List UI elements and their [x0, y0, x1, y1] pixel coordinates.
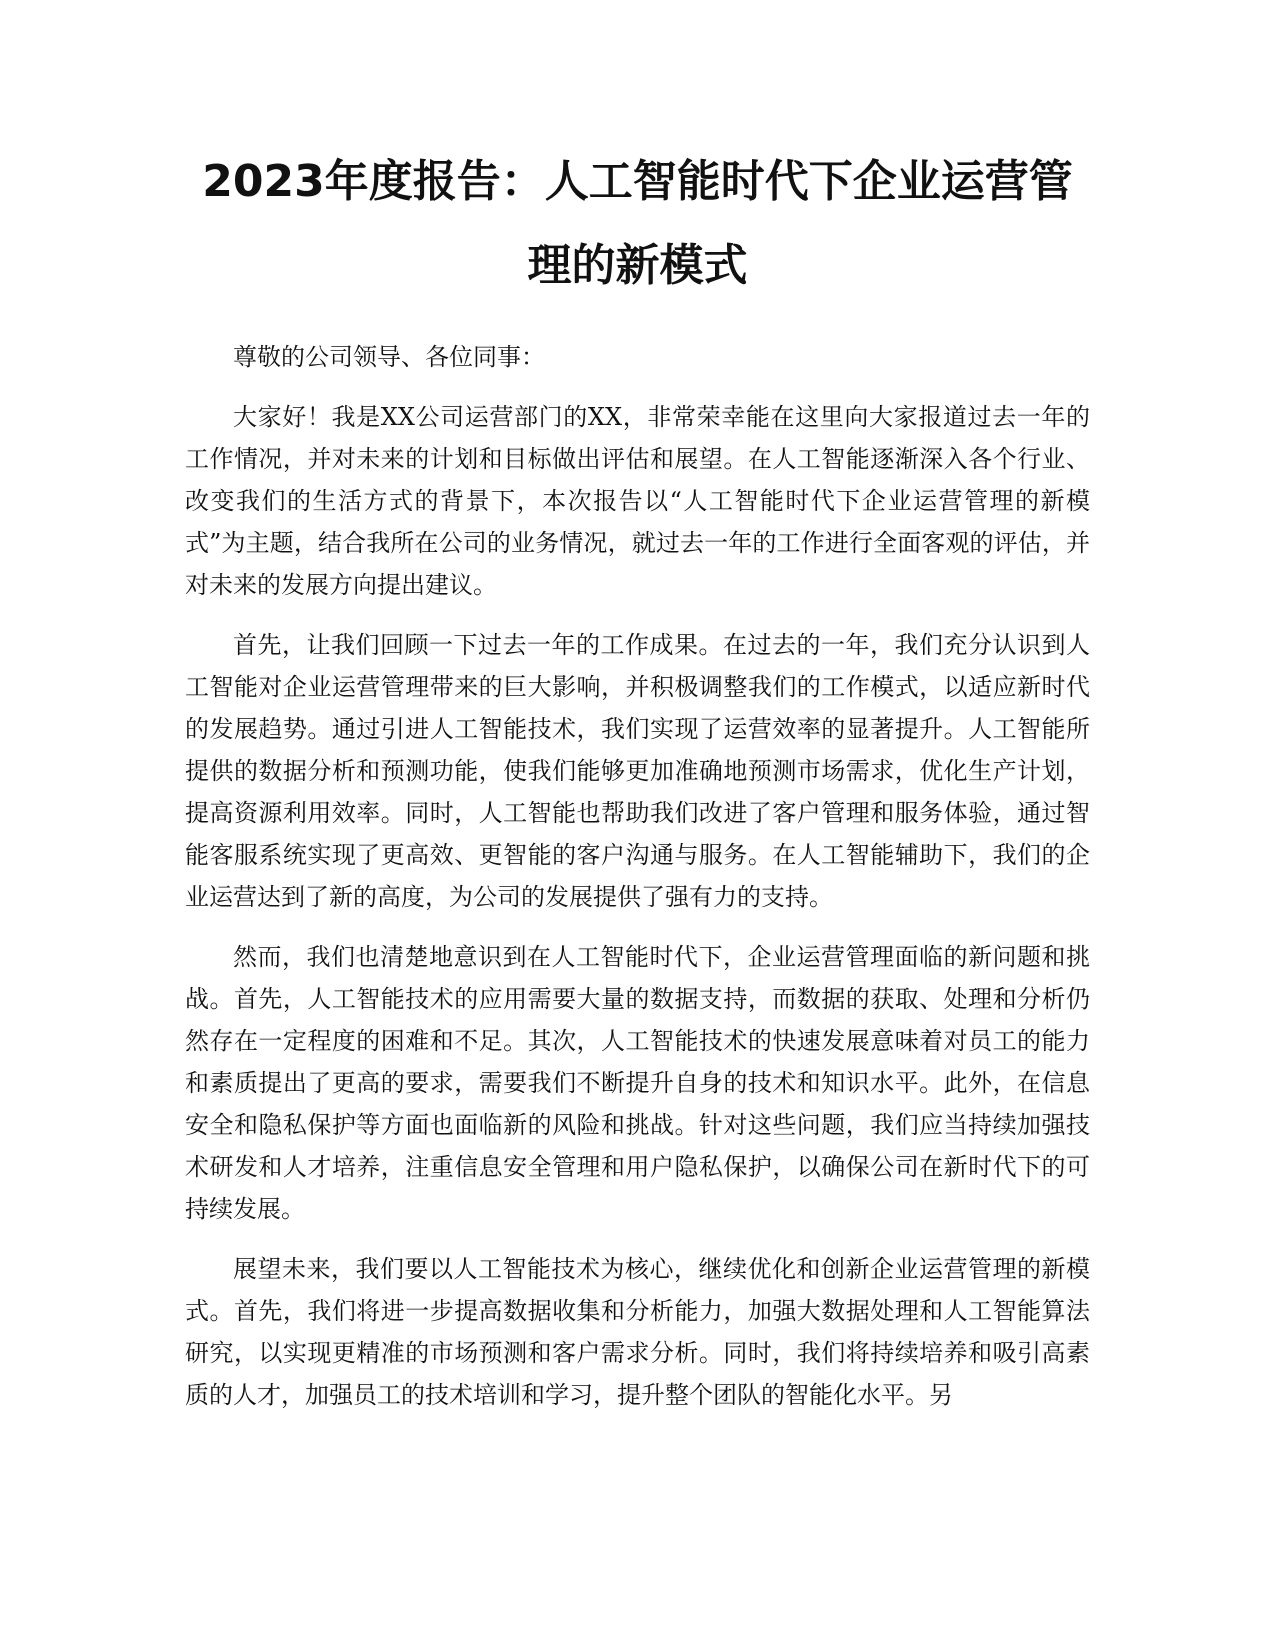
salutation: 尊敬的公司领导、各位同事：	[233, 343, 545, 371]
paragraph-intro: 大家好！我是XX公司运营部门的XX，非常荣幸能在这里向大家报道过去一年的工作情况，并对未来的计划和目标做出评估和展望。在人工智能逐渐深入各个行业、改变我们的生活方式的背景下，本次报告以“人工智能时代下企业运营管理的新模式”为主题，结合我所在公司的业务情况，就过去一年的工作进行全面客观的评估，并对未来的发展方向提出建议。	[185, 403, 1090, 599]
document-title: 2023年度报告：人工智能时代下企业运营管理的新模式	[202, 156, 1073, 291]
paragraph-outlook: 展望未来，我们要以人工智能技术为核心，继续优化和创新企业运营管理的新模式。首先，我们将进一步提高数据收集和分析能力，加强大数据处理和人工智能算法研究，以实现更精准的市场预测和客户需求分析。同时，我们将持续培养和吸引高素质的人才，加强员工的技术培训和学习，提升整个团队的智能化水平。另	[185, 1255, 1090, 1409]
paragraph-challenges: 然而，我们也清楚地意识到在人工智能时代下，企业运营管理面临的新问题和挑战。首先，人工智能技术的应用需要大量的数据支持，而数据的获取、处理和分析仍然存在一定程度的困难和不足。其次，人工智能技术的快速发展意味着对员工的能力和素质提出了更高的要求，需要我们不断提升自身的技术和知识水平。此外，在信息安全和隐私保护等方面也面临新的风险和挑战。针对这些问题，我们应当持续加强技术研发和人才培养，注重信息安全管理和用户隐私保护，以确保公司在新时代下的可持续发展。	[185, 943, 1090, 1223]
paragraph-achievements: 首先，让我们回顾一下过去一年的工作成果。在过去的一年，我们充分认识到人工智能对企业运营管理带来的巨大影响，并积极调整我们的工作模式，以适应新时代的发展趋势。通过引进人工智能技术，我们实现了运营效率的显著提升。人工智能所提供的数据分析和预测功能，使我们能够更加准确地预测市场需求，优化生产计划，提高资源利用效率。同时，人工智能也帮助我们改进了客户管理和服务体验，通过智能客服系统实现了更高效、更智能的客户沟通与服务。在人工智能辅助下，我们的企业运营达到了新的高度，为公司的发展提供了强有力的支持。	[185, 631, 1090, 911]
document-page	[185, 140, 1090, 1434]
